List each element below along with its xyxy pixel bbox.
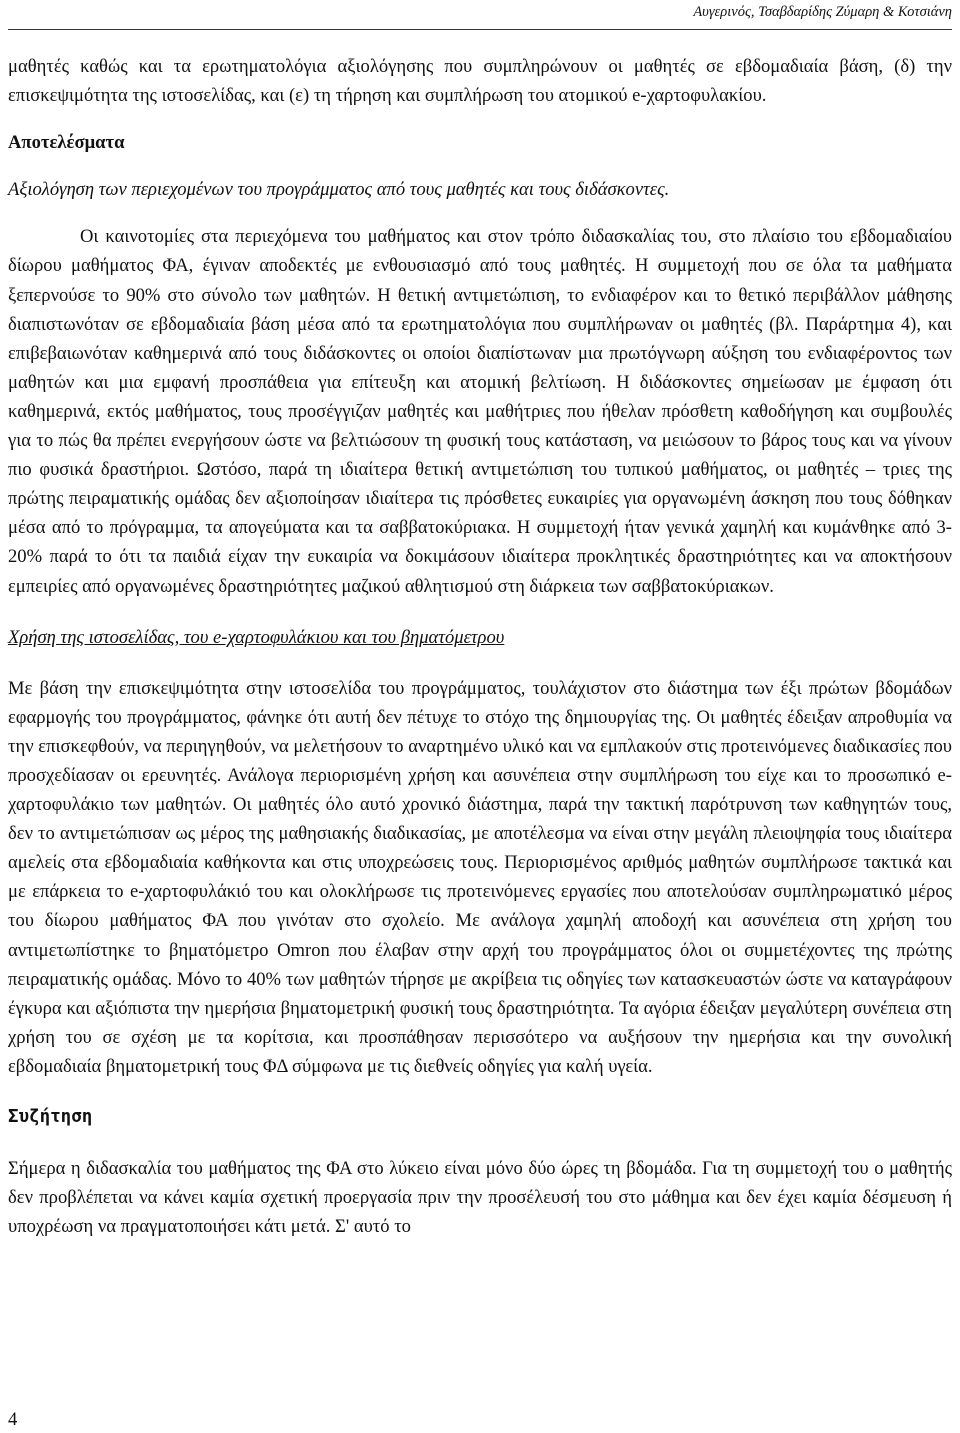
paragraph-discussion: Σήμερα η διδασκαλία του μαθήματος της ΦΑ στο λύκειο είναι μόνο δύο ώρες τη βδομάδα. Για τη συμμετοχή του ο μαθητής δεν προβλέπεται να κάνει καμία σχετική προεργασία πριν την προσέλευσή του στο μάθημα και δεν έχει καμία δέσμευση ή υποχρέωση να πραγματοποιήσει κάτι μετά. Σ' αυτό το [8, 1158, 952, 1238]
subheading-evaluation: Αξιολόγηση των περιεχομένων του προγράμματος από τους μαθητές και τους διδάσκοντες. [8, 179, 670, 201]
running-head: Αυγερινός, Τσαβδαρίδης Ζύμαρη & Κοτσιάνη [693, 4, 952, 20]
page-number: 4 [8, 1409, 18, 1430]
header-rule [8, 29, 952, 30]
heading-results: Αποτελέσματα [8, 132, 125, 154]
page-body [8, 52, 952, 1241]
heading-discussion: Συζήτηση [8, 1107, 93, 1127]
paragraph-innovations: Οι καινοτομίες στα περιεχόμενα του μαθήματος και στον τρόπο διδασκαλίας του, στο πλαίσιο του εβδομαδιαίου δίωρου μαθήματος ΦΑ, έγιναν αποδεκτές με ενθουσιασμό από τους μαθητές. Η συμμετοχή που σε όλα τα μαθήματα ξεπερνούσε το 90% στο σύνολο των μαθητών. Η θετική αντιμετώπιση, το ενδιαφέρον και το θετικό περιβάλλον μάθησης διαπιστωνόταν σε εβδομαδιαία βάση μέσα από τα ερωτηματολόγια που συμπλήρωναν οι μαθητές (βλ. Παράρτημα 4), και επιβεβαιωνόταν καθημερινά από τους διδάσκοντες οι οποίοι διαπίστωναν μια πρωτόγνωρη αύξηση του ενδιαφέροντος των μαθητών και μια εμφανή προσπάθεια για επίτευξη και ατομική βελτίωση. Η διδάσκοντες σημείωσαν με έμφαση ότι καθημερινά, εκτός μαθήματος, τους προσέγγιζαν μαθητές και μαθήτριες που ήθελαν πρόσθετη καθοδήγηση και συμβουλές για το πώς θα πρέπει ενεργήσουν ώστε να βελτιώσουν τη φυσική τους κατάσταση, να μειώσουν το βάρος τους και να γίνουν πιο φυσικά δραστήριοι. Ωστόσο, παρά τη ιδιαίτερα θετική αντιμετώπιση του τυπικού μαθήματος, οι μαθητές – τριες της πρώτης πειραματικής ομάδας δεν αξιοποίησαν ιδιαίτερα τις πρόσθετες ευκαιρίες για οργανωμένη άσκηση που τους δόθηκαν μέσα από το πρόγραμμα, τα απογεύματα και τα σαββατοκύριακα. Η συμμετοχή ήταν γενικά χαμηλή και κυμάνθηκε από 3-20% παρά το ότι τα παιδιά είχαν την ευκαιρία να δοκιμάσουν ιδιαίτερα προκλητικές δραστηριότητες και να αποκτήσουν εμπειρίες από οργανωμένες δραστηριότητες μαζικού αθλητισμού στη διάρκεια των σαββατοκύριακων. [8, 226, 952, 597]
paragraph-methods-end: μαθητές καθώς και τα ερωτηματολόγια αξιολόγησης που συμπληρώνουν οι μαθητές σε εβδομαδιαία βάση, (δ) την επισκεψιμότητα της ιστοσελίδας, και (ε) τη τήρηση και συμπλήρωση του ατομικού e-χαρτοφυλακίου. [8, 56, 952, 107]
paragraph-website-usage: Με βάση την επισκεψιμότητα στην ιστοσελίδα του προγράμματος, τουλάχιστον στο διάστημα των έξι πρώτων βδομάδων εφαρμογής του προγράμματος, φάνηκε ότι αυτή δεν πέτυχε το στόχο της δημιουργίας της. Οι μαθητές έδειξαν απροθυμία να την επισκεφθούν, να περιηγηθούν, να μελετήσουν το αναρτημένο υλικό και να εμπλακούν στις προτεινόμενες διαδικασίες που προσχεδίασαν οι ερευνητές. Ανάλογα περιορισμένη χρήση και ασυνέπεια στην συμπλήρωση του είχε και το προσωπικό e-χαρτοφυλάκιο των μαθητών. Οι μαθητές όλο αυτό χρονικό διάστημα, παρά την τακτική παρότρυνση των καθηγητών τους, δεν το αντιμετώπισαν ως μέρος της μαθησιακής διαδικασίας, με αποτέλεσμα να είναι στην μεγάλη πλειοψηφία τους ιδιαίτερα αμελείς στα εβδομαδιαία καθήκοντα και στις υποχρεώσεις τους. Περιορισμένος αριθμός μαθητών συμπλήρωσε τακτικά και με επάρκεια το e-χαρτοφυλάκιό του και ολοκλήρωσε τις προτεινόμενες εργασίες που αποτελούσαν συμπληρωματικό μέρος του δίωρου μαθήματος ΦΑ που γινόταν στο σχολείο. Με ανάλογα χαμηλή αποδοχή και ασυνέπεια στη χρήση του αντιμετωπίστηκε το βηματόμετρο Omron που έλαβαν στην αρχή του προγράμματος όλοι οι συμμετέχοντες της πρώτης πειραματικής ομάδας. Μόνο το 40% των μαθητών τήρησε με ακρίβεια τις οδηγίες των κατασκευαστών ώστε να καταγράφουν έγκυρα και αξιόπιστα την ημερήσια βηματομετρική φυσική τους δραστηριότητα. Τα αγόρια έδειξαν μεγαλύτερη συνέπεια στη χρήση του σε σχέση με τα κορίτσια, και προσπάθησαν περισσότερο να αυξήσουν την ημερήσια και την συνολική εβδομαδιαία βηματομετρική τους ΦΔ σύμφωνα με τις διεθνείς οδηγίες για καλή υγεία. [8, 677, 952, 1077]
subheading-usage: Χρήση της ιστοσελίδας, του e-χαρτοφυλάκιου και του βηματόμετρου [8, 626, 505, 648]
